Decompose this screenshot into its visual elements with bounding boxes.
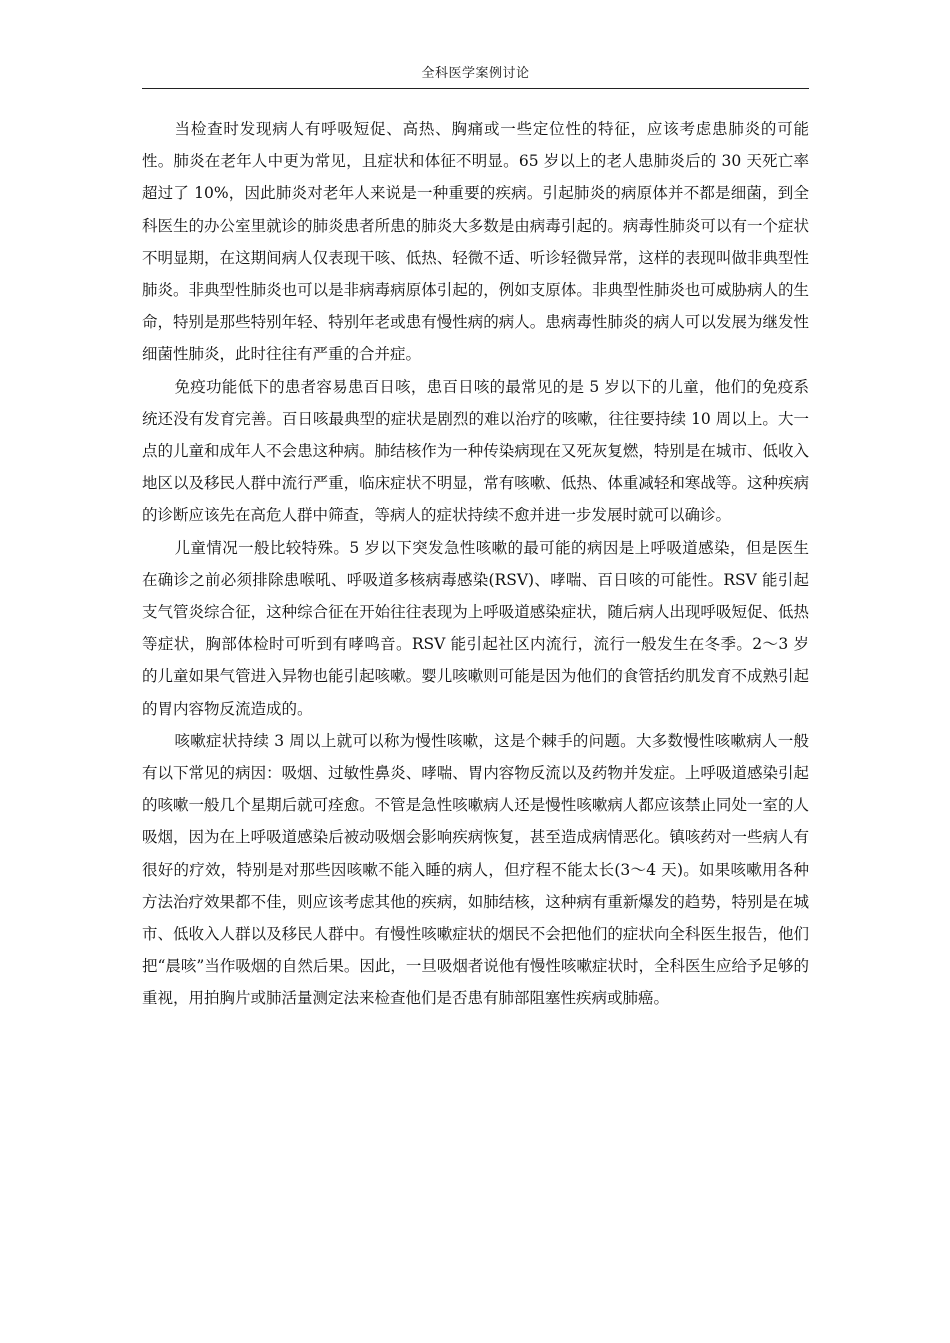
running-header: 全科医学案例讨论 — [421, 66, 530, 81]
paragraph-pneumonia: 当检查时发现病人有呼吸短促、高热、胸痛或一些定位性的特征，应该考虑患肺炎的可能性。肺炎在老年人中更为常见，且症状和体征不明显。65 岁以上的老人患肺炎后的 30 天死亡率超过了 10%，因此肺炎对老年人来说是一种重要的疾病。引起肺炎的病原体并不都是细菌，到全科医生的办公室里就诊的肺炎患者所患的肺炎大多数是由病毒引起的。病毒性肺炎可以有一个症状不明显期，在这期间病人仅表现干咳、低热、轻微不适、听诊轻微异常，这样的表现叫做非典型性肺炎。非典型性肺炎也可以是非病毒病原体引起的，例如支原体。非典型性肺炎也可威胁病人的生命，特别是那些特别年轻、特别年老或患有慢性病的病人。患病毒性肺炎的病人可以发展为继发性细菌性肺炎，此时往往有严重的合并症。 — [142, 120, 809, 364]
header-rule — [142, 88, 809, 89]
paragraph-pertussis-tuberculosis: 免疫功能低下的患者容易患百日咳，患百日咳的最常见的是 5 岁以下的儿童，他们的免疫系统还没有发育完善。百日咳最典型的症状是剧烈的难以治疗的咳嗽，往往要持续 10 周以上。大一点的儿童和成年人不会患这种病。肺结核作为一种传染病现在又死灰复燃，特别是在城市、低收入地区以及移民人群中流行严重，临床症状不明显，常有咳嗽、低热、体重减轻和寒战等。这种疾病的诊断应该先在高危人群中筛查，等病人的症状持续不愈并进一步发展时就可以确诊。 — [142, 377, 809, 525]
body-text — [142, 113, 809, 1015]
paragraph-chronic-cough: 咳嗽症状持续 3 周以上就可以称为慢性咳嗽，这是个棘手的问题。大多数慢性咳嗽病人一般有以下常见的病因：吸烟、过敏性鼻炎、哮喘、胃内容物反流以及药物并发症。上呼吸道感染引起的咳嗽一般几个星期后就可痊愈。不管是急性咳嗽病人还是慢性咳嗽病人都应该禁止同处一室的人吸烟，因为在上呼吸道感染后被动吸烟会影响疾病恢复，甚至造成病情恶化。镇咳药对一些病人有很好的疗效，特别是对那些因咳嗽不能入睡的病人，但疗程不能太长(3～4 天)。如果咳嗽用各种方法治疗效果都不佳，则应该考虑其他的疾病，如肺结核，这种病有重新爆发的趋势，特别是在城市、低收入人群以及移民人群中。有慢性咳嗽症状的烟民不会把他们的症状向全科医生报告，他们把“晨咳”当作吸烟的自然后果。因此，一旦吸烟者说他有慢性咳嗽症状时，全科医生应给予足够的重视，用拍胸片或肺活量测定法来检查他们是否患有肺部阻塞性疾病或肺癌。 — [142, 731, 809, 1008]
paragraph-children: 儿童情况一般比较特殊。5 岁以下突发急性咳嗽的最可能的病因是上呼吸道感染，但是医生在确诊之前必须排除患喉吼、呼吸道多核病毒感染(RSV)、哮喘、百日咳的可能性。RSV 能引起支气管炎综合征，这种综合征在开始往往表现为上呼吸道感染症状，随后病人出现呼吸短促、低热等症状，胸部体检时可听到有哮鸣音。RSV 能引起社区内流行，流行一般发生在冬季。2～3 岁的儿童如果气管进入异物也能引起咳嗽。婴儿咳嗽则可能是因为他们的食管括约肌发育不成熟引起的胃内容物反流造成的。 — [142, 538, 809, 718]
